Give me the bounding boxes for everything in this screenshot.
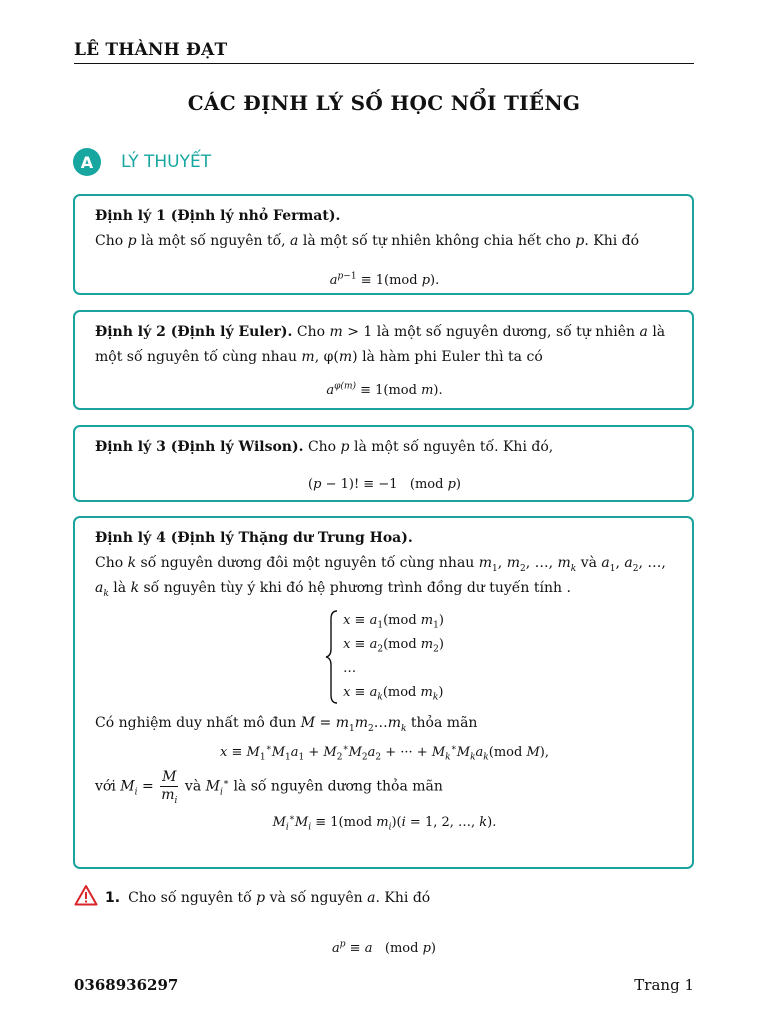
- note-number: 1.: [105, 890, 121, 906]
- header-author: LÊ THÀNH ĐẠT: [74, 40, 228, 60]
- theorem-3-text: Cho p là một số nguyên tố. Khi đó,: [307, 439, 554, 455]
- section-title: LÝ THUYẾT: [121, 152, 212, 172]
- theorem-2-heading: Định lý 2 (Định lý Euler).: [95, 324, 293, 340]
- theorem-3-heading: Định lý 3 (Định lý Wilson).: [95, 439, 304, 455]
- theorem-2-formula: $a^{\varphi(m)} \equiv 1(mod$ m).: [326, 381, 443, 398]
- page-title: CÁC ĐỊNH LÝ SỐ HỌC NỔI TIẾNG: [187, 91, 581, 115]
- theorem-4-text-3: với $M_i$ = $\frac{M}{m_i}$ và $M_i^∗$ là số nguyên dương thỏa mãn: [95, 769, 443, 806]
- theorem-1-text-content: Cho p là một số nguyên tố, a là một số tự nhiên không chia hết cho p. Khi đó: [95, 233, 640, 249]
- note-text: Cho số nguyên tố p và số nguyên a. Khi đó: [128, 890, 431, 906]
- theorem-1-text: [95, 229, 674, 254]
- footer-phone: 0368936297: [74, 976, 179, 994]
- theorem-3-formula: (p − 1)! ≡ −1 (mod p): [308, 477, 461, 492]
- fraction: $\frac{M}{m_i}$: [161, 769, 178, 806]
- theorem-box-4: [73, 516, 694, 869]
- theorem-2-body: [95, 320, 674, 370]
- system-row-1: $x \equiv a_1(mod$ $m_1$): [343, 613, 444, 631]
- theorem-3-body: [95, 435, 674, 460]
- theorem-box-1: [73, 194, 694, 295]
- theorem-1-formula: $a^{p-1} \equiv 1(mod$ p).: [329, 271, 440, 288]
- section-heading: [73, 147, 211, 177]
- theorem-2-text: Cho m > 1 là một số nguyên dương, số tự nhiên a là một số nguyên tố cùng nhau m, φ(m) là hàm phi Euler thì ta có: [95, 324, 666, 365]
- system-rows: [343, 609, 444, 705]
- theorem-1-heading: Định lý 1 (Định lý nhỏ Fermat).: [95, 208, 341, 224]
- system-row-2: $x \equiv a_2(mod$ $m_2$): [343, 637, 444, 655]
- header-rule: [74, 63, 694, 64]
- footer-page-number: Trang 1: [634, 976, 694, 994]
- warning-triangle-icon: [74, 884, 98, 906]
- system-row-4: $x \equiv a_k(mod$ $m_k$): [343, 685, 444, 703]
- note-formula: $a^p \equiv a$ (mod p): [332, 939, 436, 956]
- section-badge: A: [73, 148, 101, 176]
- note: [105, 890, 430, 906]
- theorem-4-text: Cho k số nguyên dương đôi một nguyên tố cùng nhau $m_1$, $m_2$, …, $m_k$ và $a_1$, $a_2$, …, $a_k$ là k số nguyên tùy ý khi đó hệ phương trình đồng dư tuyến tính .: [95, 555, 666, 599]
- theorem-4-text-2: Có nghiệm duy nhất mô đun $M = m_1m_2\dots m_k$ thỏa mãn: [95, 715, 478, 734]
- theorem-4-formula-2: $x \equiv M_1^∗M_1a_1 + M_2^∗M_2a_2$ + ··· + $M_k^∗M_ka_k(mod$ M),: [220, 743, 549, 763]
- theorem-4-formula-3: $M_i^∗M_i \equiv 1(mod$ $m_i)(i = 1$, 2, …, k).: [272, 813, 497, 833]
- theorem-box-3: [73, 425, 694, 502]
- theorem-box-2: [73, 310, 694, 410]
- system-row-3: …: [343, 661, 357, 676]
- congruence-system: [95, 609, 674, 705]
- system-brace: [325, 609, 339, 705]
- theorem-4-heading: Định lý 4 (Định lý Thặng dư Trung Hoa).: [95, 530, 413, 546]
